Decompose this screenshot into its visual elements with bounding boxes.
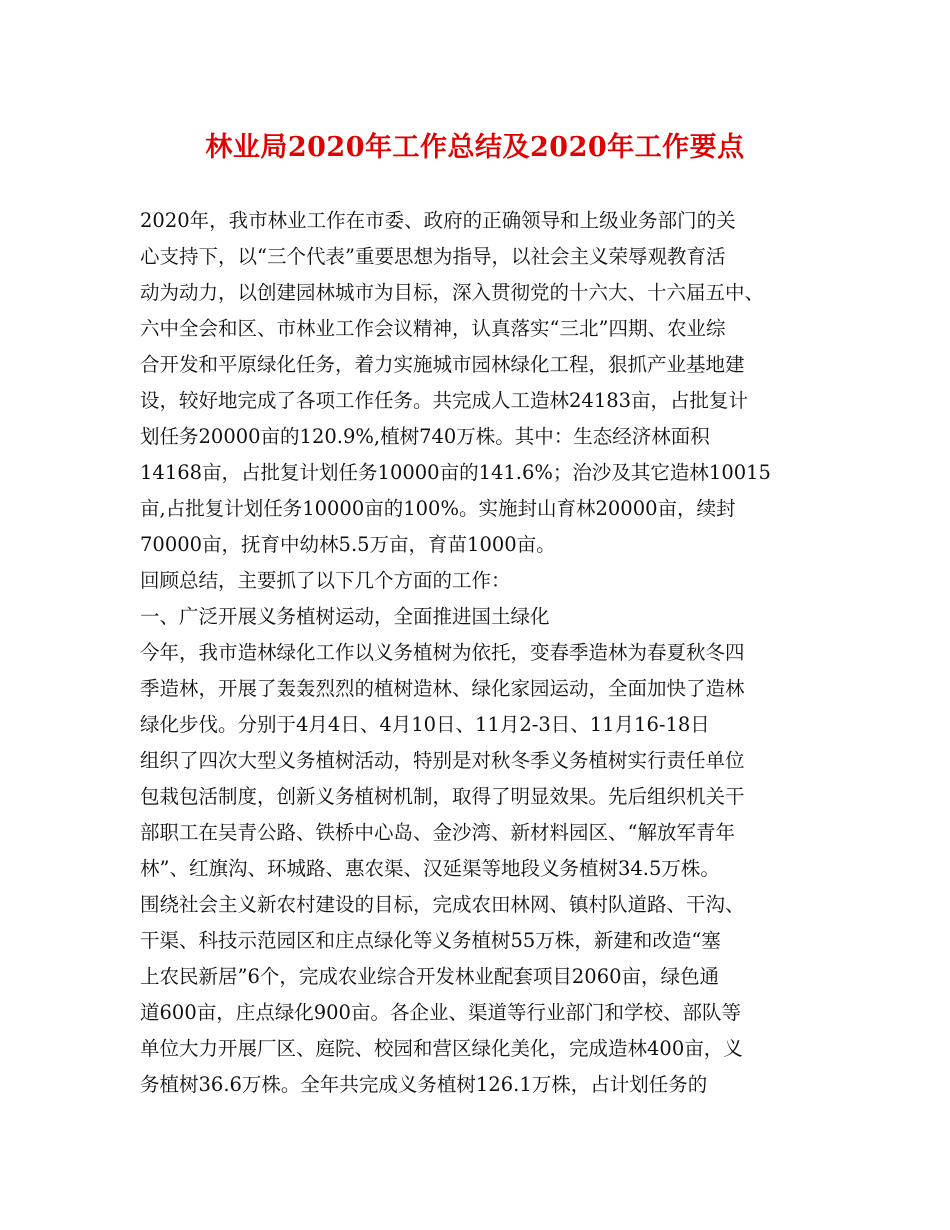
paragraph-line: 动为动力，以创建园林城市为目标，深入贯彻党的十六大、十六届五中、 <box>140 281 765 304</box>
paragraph-line: 务植树36.6万株。全年共完成义务植树126.1万株，占计划任务的 <box>140 1073 708 1096</box>
paragraph-line: 围绕社会主义新农村建设的目标，完成农田林网、镇村队道路、干沟、 <box>140 893 745 916</box>
paragraph-line: 回顾总结，主要抓了以下几个方面的工作： <box>140 569 511 592</box>
paragraph-line: 道600亩，庄点绿化900亩。各企业、渠道等行业部门和学校、部队等 <box>140 1001 741 1024</box>
document-title: 林业局2020年工作总结及2020年工作要点 <box>205 132 745 163</box>
paragraph-line: 六中全会和区、市林业工作会议精神，认真落实“三北”四期、农业综 <box>140 317 726 340</box>
paragraph-line: 70000亩，抚育中幼林5.5万亩，育苗1000亩。 <box>140 533 556 556</box>
paragraph-line: 2020年，我市林业工作在市委、政府的正确领导和上级业务部门的关 <box>140 209 736 232</box>
paragraph-line: 今年，我市造林绿化工作以义务植树为依托，变春季造林为春夏秋冬四 <box>140 641 745 664</box>
paragraph-line: 林”、红旗沟、环城路、惠农渠、汉延渠等地段义务植树34.5万株。 <box>140 857 720 880</box>
paragraph-line: 干渠、科技示范园区和庄点绿化等义务植树55万株，新建和改造“塞 <box>140 929 721 952</box>
paragraph-line: 单位大力开展厂区、庭院、校园和营区绿化美化，完成造林400亩，义 <box>140 1037 743 1060</box>
paragraph-line: 绿化步伐。分别于4月4日、4月10日、11月2-3日、11月16-18日 <box>140 713 710 736</box>
paragraph-line: 季造林，开展了轰轰烈烈的植树造林、绿化家园运动，全面加快了造林 <box>140 677 745 700</box>
paragraph-line: 组织了四次大型义务植树活动，特别是对秋冬季义务植树实行责任单位 <box>140 749 745 772</box>
paragraph-line: 一、广泛开展义务植树运动，全面推进国土绿化 <box>140 605 550 628</box>
paragraph-line: 设，较好地完成了各项工作任务。共完成人工造林24183亩，占批复计 <box>140 389 749 412</box>
paragraph-line: 合开发和平原绿化任务，着力实施城市园林绿化工程，狠抓产业基地建 <box>140 353 745 376</box>
paragraph-line: 14168亩，占批复计划任务10000亩的141.6%；治沙及其它造林10015 <box>140 461 771 484</box>
paragraph-line: 亩,占批复计划任务10000亩的100%。实施封山育林20000亩，续封 <box>140 497 736 520</box>
paragraph-line: 上农民新居”6个，完成农业综合开发林业配套项目2060亩，绿色通 <box>140 965 720 988</box>
paragraph-line: 划任务20000亩的120.9%,植树740万株。其中：生态经济林面积 <box>140 425 710 448</box>
document-body <box>140 203 820 1103</box>
paragraph-line: 心支持下，以“三个代表”重要思想为指导，以社会主义荣辱观教育活 <box>140 245 726 268</box>
paragraph-line: 包栽包活制度，创新义务植树机制，取得了明显效果。先后组织机关干 <box>140 785 745 808</box>
paragraph-line: 部职工在吴青公路、铁桥中心岛、金沙湾、新材料园区、“解放军青年 <box>140 821 735 844</box>
